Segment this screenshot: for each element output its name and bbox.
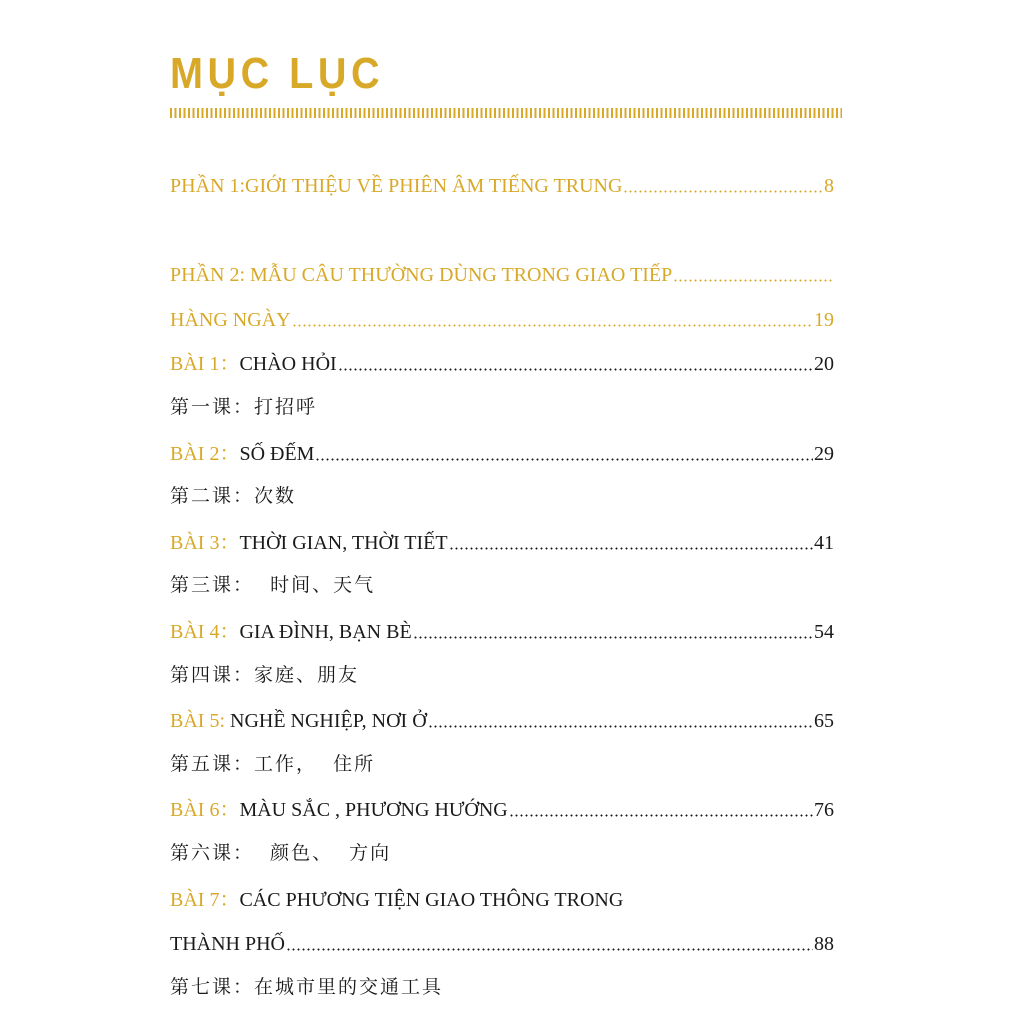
lesson-7-chinese: 第七课：在城市里的交通工具	[170, 976, 444, 998]
toc-entry-lesson-1[interactable]	[170, 348, 834, 378]
lesson-2-name: SỐ ĐẾM	[239, 443, 315, 465]
lesson-5-page: 65	[814, 710, 834, 732]
lesson-4-name: GIA ĐÌNH, BẠN BÈ	[239, 621, 412, 643]
dot-leader	[623, 190, 823, 193]
dot-leader	[428, 725, 813, 728]
lesson-5-label: BÀI 5:	[170, 710, 225, 732]
toc-entry-lesson-7[interactable]	[170, 884, 834, 914]
lesson-5-name: NGHỀ NGHIỆP, NƠI Ở	[230, 710, 427, 732]
lesson-1-name: CHÀO HỎI	[239, 353, 337, 375]
part-1-page: 8	[824, 175, 834, 197]
lesson-6-chinese: 第六课： 颜色、 方向	[170, 842, 392, 864]
toc-entry-part-2-cont[interactable]	[170, 304, 834, 334]
dot-leader	[449, 547, 813, 550]
lesson-1-label: BÀI 1：	[170, 353, 240, 375]
toc-entry-lesson-4[interactable]	[170, 616, 834, 646]
lesson-3-chinese: 第三课： 时间、天气	[170, 574, 376, 596]
lesson-3-page: 41	[814, 532, 834, 554]
part-1-label: PHẦN 1:GIỚI THIỆU VỀ PHIÊN ÂM TIẾNG TRUNG	[170, 175, 623, 197]
part-2-page: 19	[814, 309, 834, 331]
lesson-6-name: MÀU SẮC , PHƯƠNG HƯỚNG	[239, 799, 508, 821]
part-2-label: PHẦN 2: MẪU CÂU THƯỜNG DÙNG TRONG GIAO TIẾP	[170, 264, 673, 286]
lesson-7-label: BÀI 7：	[170, 889, 240, 911]
dot-leader	[673, 279, 833, 282]
part-2-label-cont: HÀNG NGÀY	[170, 309, 291, 331]
lesson-4-page: 54	[814, 621, 834, 643]
dot-leader	[413, 636, 813, 639]
lesson-2-page: 29	[814, 443, 834, 465]
lesson-2-chinese: 第二课：次数	[170, 485, 297, 507]
title-underline	[170, 108, 842, 118]
page-title: MỤC LỤC	[170, 49, 385, 98]
lesson-7-name: CÁC PHƯƠNG TIỆN GIAO THÔNG TRONG	[239, 889, 624, 911]
lesson-1-chinese: 第一课：打招呼	[170, 396, 318, 418]
lesson-5-chinese: 第五课：工作， 住所	[170, 753, 376, 775]
lesson-6-label: BÀI 6：	[170, 799, 240, 821]
lesson-3-name: THỜI GIAN, THỜI TIẾT	[239, 532, 448, 554]
lesson-1-page: 20	[814, 353, 834, 375]
toc-entry-part-1[interactable]	[170, 170, 834, 200]
toc-entry-lesson-3[interactable]	[170, 527, 834, 557]
lesson-4-chinese: 第四课：家庭、朋友	[170, 664, 360, 686]
dot-leader	[292, 324, 813, 327]
toc-entry-part-2[interactable]	[170, 259, 834, 289]
dot-leader	[509, 814, 813, 817]
dot-leader	[286, 948, 813, 951]
toc-entry-lesson-5[interactable]	[170, 705, 834, 735]
lesson-2-label: BÀI 2：	[170, 443, 240, 465]
lesson-6-page: 76	[814, 799, 834, 821]
lesson-7-name-cont: THÀNH PHỐ	[170, 933, 285, 955]
dot-leader	[338, 368, 813, 371]
lesson-7-page: 88	[814, 933, 834, 955]
lesson-3-label: BÀI 3：	[170, 532, 240, 554]
toc-entry-lesson-7-cont[interactable]	[170, 928, 834, 958]
toc-entry-lesson-2[interactable]	[170, 438, 834, 468]
lesson-4-label: BÀI 4：	[170, 621, 240, 643]
dot-leader	[315, 458, 813, 461]
toc-entry-lesson-6[interactable]	[170, 794, 834, 824]
